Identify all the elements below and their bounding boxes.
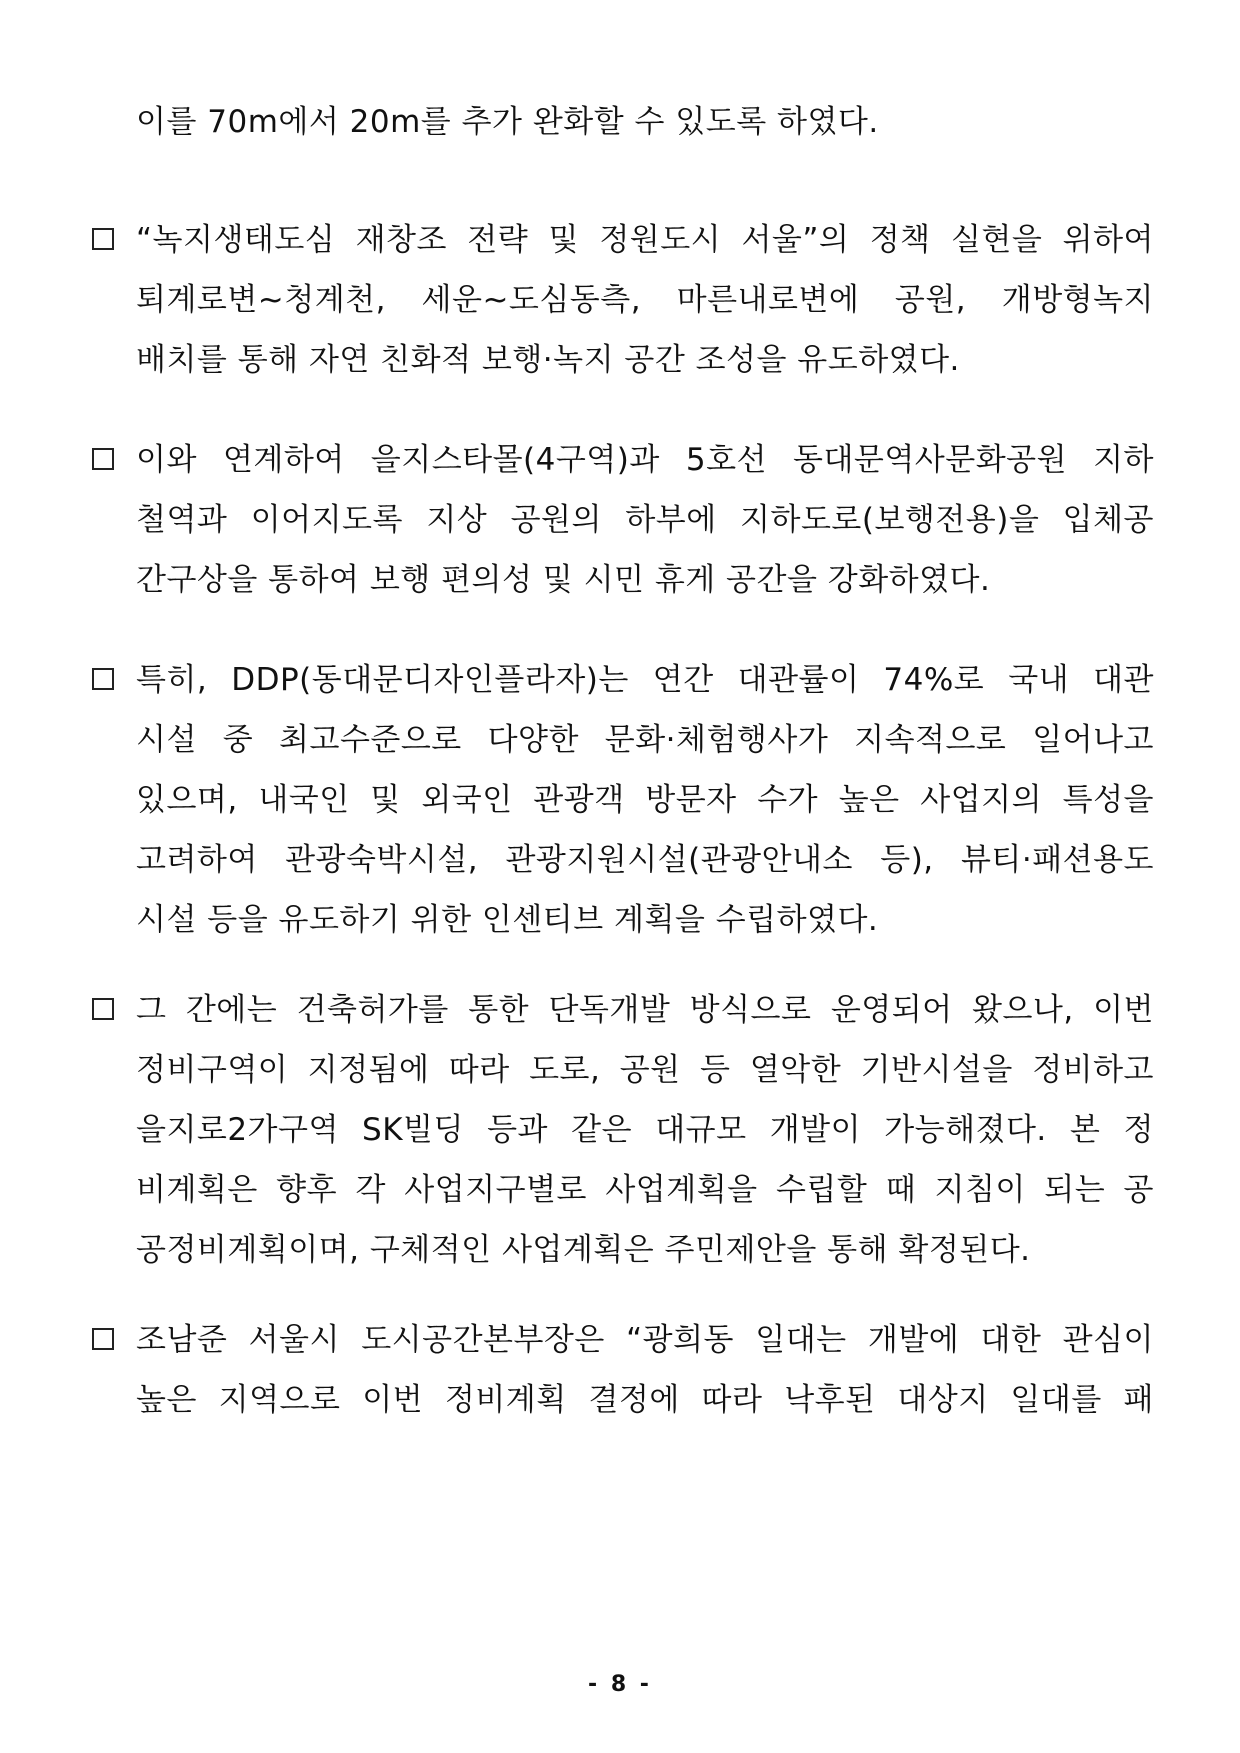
paragraph-line: 철역과 이어지도록 지상 공원의 하부에 지하도로(보행전용)을 입체공	[136, 502, 1154, 538]
paragraph-line: 그 간에는 건축허가를 통한 단독개발 방식으로 운영되어 왔으나, 이번	[136, 992, 1154, 1028]
paragraph-line: 배치를 통해 자연 친화적 보행·녹지 공간 조성을 유도하였다.	[136, 342, 960, 378]
paragraph-line: 퇴계로변~청계천, 세운~도심동측, 마른내로변에 공원, 개방형녹지	[136, 282, 1154, 318]
paragraph-line: 공정비계획이며, 구체적인 사업계획은 주민제안을 통해 확정된다.	[136, 1232, 1031, 1268]
checkbox-bullet-icon	[92, 668, 114, 690]
paragraph-line: 간구상을 통하여 보행 편의성 및 시민 휴게 공간을 강화하였다.	[136, 562, 991, 598]
page-number: - 8 -	[588, 1672, 652, 1697]
checkbox-bullet-icon	[92, 998, 114, 1020]
paragraph-line: 고려하여 관광숙박시설, 관광지원시설(관광안내소 등), 뷰티·패션용도	[136, 842, 1154, 878]
checkbox-bullet-icon	[92, 228, 114, 250]
paragraph-line: 높은 지역으로 이번 정비계획 결정에 따라 낙후된 대상지 일대를 패	[136, 1382, 1154, 1418]
paragraph-underground-road	[92, 430, 1154, 610]
paragraph-line: 비계획은 향후 각 사업지구별로 사업계획을 수립할 때 지침이 되는 공	[136, 1172, 1154, 1208]
paragraph-ddp-incentive	[92, 650, 1154, 950]
paragraph-development-plan	[92, 980, 1154, 1280]
paragraph-line: 특히, DDP(동대문디자인플라자)는 연간 대관률이 74%로 국내 대관	[136, 662, 1154, 698]
paragraph-line: 을지로2가구역 SK빌딩 등과 같은 대규모 개발이 가능해졌다. 본 정	[136, 1112, 1154, 1148]
paragraph-line: 조남준 서울시 도시공간본부장은 “광희동 일대는 개발에 대한 관심이	[136, 1322, 1154, 1358]
paragraph-director-quote	[92, 1310, 1154, 1430]
checkbox-bullet-icon	[92, 448, 114, 470]
paragraph-continuation	[92, 92, 1154, 152]
paragraph-line: 정비구역이 지정됨에 따라 도로, 공원 등 열악한 기반시설을 정비하고	[136, 1052, 1154, 1088]
paragraph-line: 이를 70m에서 20m를 추가 완화할 수 있도록 하였다.	[136, 104, 879, 140]
paragraph-line: “녹지생태도심 재창조 전략 및 정원도시 서울”의 정책 실현을 위하여	[136, 222, 1154, 258]
checkbox-bullet-icon	[92, 1328, 114, 1350]
paragraph-garden-city-policy	[92, 210, 1154, 390]
paragraph-line: 시설 중 최고수준으로 다양한 문화·체험행사가 지속적으로 일어나고	[136, 722, 1154, 758]
paragraph-line: 시설 등을 유도하기 위한 인센티브 계획을 수립하였다.	[136, 902, 879, 938]
paragraph-line: 있으며, 내국인 및 외국인 관광객 방문자 수가 높은 사업지의 특성을	[136, 782, 1154, 818]
paragraph-line: 이와 연계하여 을지스타몰(4구역)과 5호선 동대문역사문화공원 지하	[136, 442, 1154, 478]
